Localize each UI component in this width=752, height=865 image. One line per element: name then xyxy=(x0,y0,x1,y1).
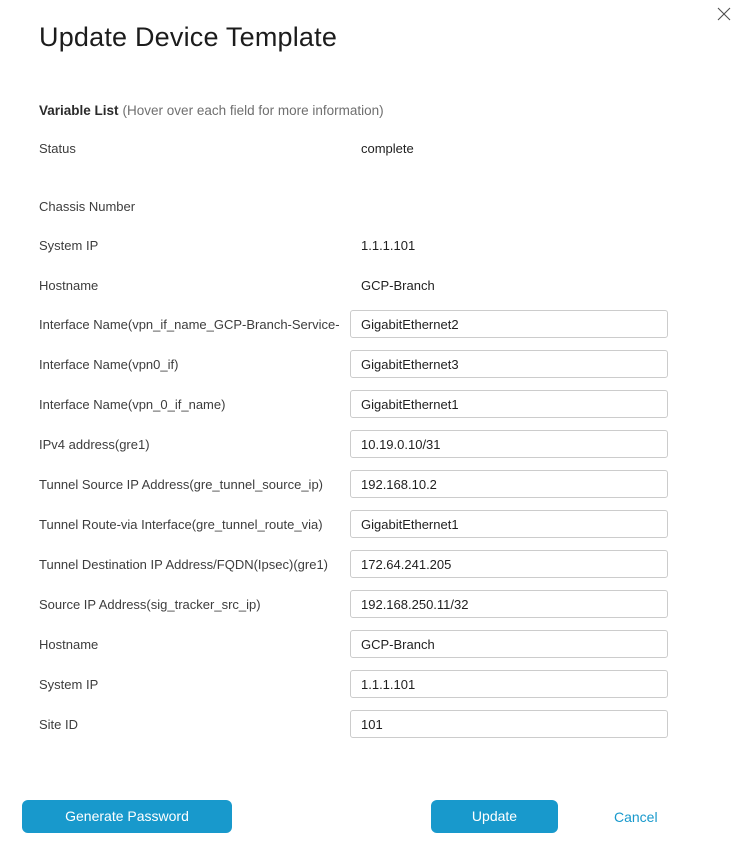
field-input[interactable] xyxy=(350,590,668,618)
field-input[interactable] xyxy=(350,630,668,658)
input-field-row xyxy=(39,350,713,378)
static-field-row xyxy=(39,200,713,213)
input-field-row xyxy=(39,390,713,418)
footer-actions xyxy=(0,800,752,833)
input-field-row xyxy=(39,630,713,658)
variable-list-title: Variable List xyxy=(39,103,119,118)
input-field-row xyxy=(39,470,713,498)
static-field-row xyxy=(39,239,713,252)
field-label: Interface Name(vpn0_if) xyxy=(39,356,179,372)
static-field-row xyxy=(39,279,713,292)
input-field-row xyxy=(39,430,713,458)
field-input[interactable] xyxy=(350,510,668,538)
generate-password-button[interactable]: Generate Password xyxy=(22,800,232,833)
field-label: Chassis Number xyxy=(39,199,136,214)
variable-list-header xyxy=(39,103,713,119)
field-label: Source IP Address(sig_tracker_src_ip) xyxy=(39,596,261,612)
static-field-row xyxy=(39,142,713,155)
field-input[interactable] xyxy=(350,430,668,458)
variable-list-hint: (Hover over each field for more information) xyxy=(122,103,384,118)
field-value: GCP-Branch xyxy=(361,278,435,293)
field-input[interactable] xyxy=(350,350,668,378)
input-field-row xyxy=(39,670,713,698)
field-label: Interface Name(vpn_0_if_name) xyxy=(39,396,226,412)
field-label: Tunnel Route-via Interface(gre_tunnel_route_via) xyxy=(39,516,323,532)
input-field-row xyxy=(39,550,713,578)
field-label: IPv4 address(gre1) xyxy=(39,436,150,452)
field-input[interactable] xyxy=(350,550,668,578)
field-label: Hostname xyxy=(39,636,99,652)
input-rows xyxy=(39,310,713,738)
field-label: Interface Name(vpn_if_name_GCP-Branch-Service- xyxy=(39,316,340,332)
field-input[interactable] xyxy=(350,670,668,698)
field-input[interactable] xyxy=(350,310,668,338)
input-field-row xyxy=(39,590,713,618)
field-label: System IP xyxy=(39,676,99,692)
field-label: Tunnel Source IP Address(gre_tunnel_source_ip) xyxy=(39,476,324,492)
field-label: Tunnel Destination IP Address/FQDN(Ipsec)(gre1) xyxy=(39,556,329,572)
field-input[interactable] xyxy=(350,470,668,498)
input-field-row xyxy=(39,310,713,338)
update-button[interactable]: Update xyxy=(431,800,558,833)
field-label: Status xyxy=(39,141,76,156)
input-field-row xyxy=(39,710,713,738)
static-rows xyxy=(39,142,713,292)
field-value: complete xyxy=(361,141,414,156)
field-input[interactable] xyxy=(350,390,668,418)
field-value: 1.1.1.101 xyxy=(361,238,416,253)
field-input[interactable] xyxy=(350,710,668,738)
field-label: Site ID xyxy=(39,716,79,732)
cancel-button[interactable]: Cancel xyxy=(614,808,658,825)
page-title: Update Device Template xyxy=(39,22,338,52)
field-label: Hostname xyxy=(39,278,99,293)
field-label: System IP xyxy=(39,238,99,253)
close-icon[interactable] xyxy=(717,7,731,21)
input-field-row xyxy=(39,510,713,538)
